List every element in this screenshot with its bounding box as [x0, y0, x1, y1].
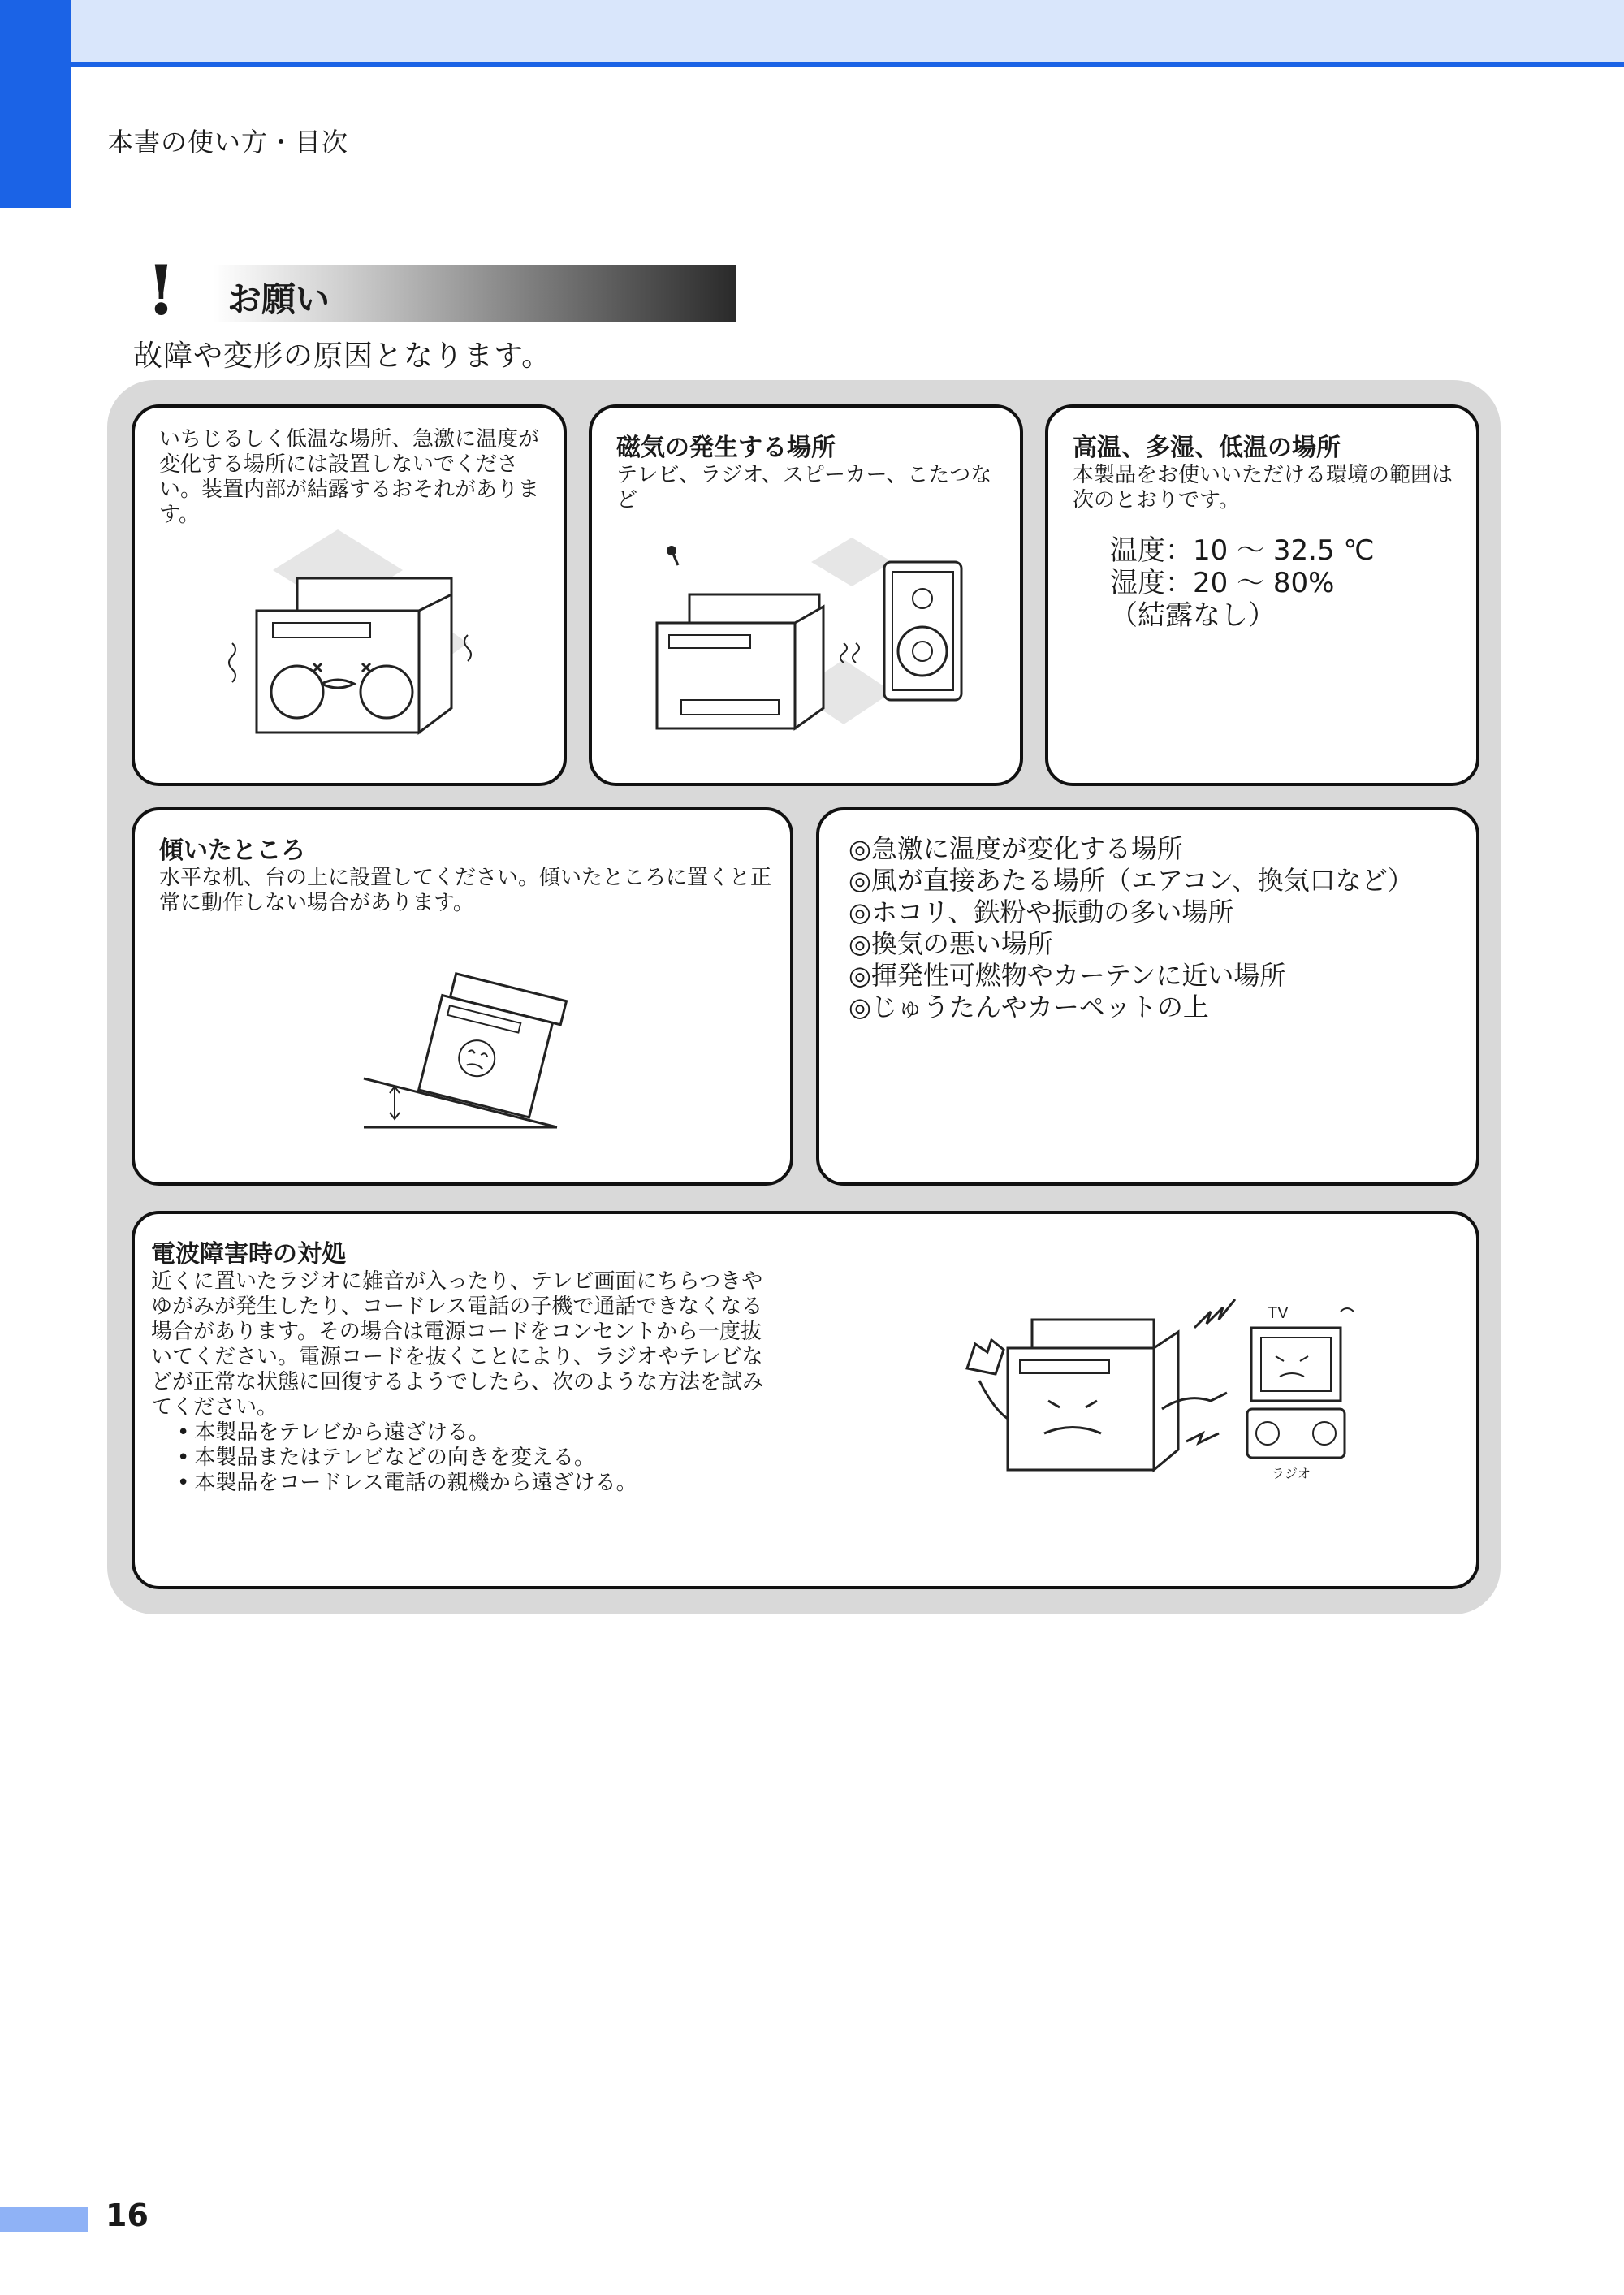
card-unsuitable-places — [816, 807, 1479, 1186]
card-interference-text: 近くに置いたラジオに雑音が入ったり、テレビ画面にちらつきやゆがみが発生したり、コードレス電話の子機で通話できなくなる場合があります。その場合は電源コードをコンセントから一度抜いてください。電源コードを抜くことにより、ラジオやテレビなどが正常な状態に回復するようでしたら、次のような方法を試みてください。 — [151, 1269, 764, 1420]
list-item: ◎じゅうたんやカーペットの上 — [849, 992, 1209, 1022]
header-rule — [0, 62, 1624, 67]
breadcrumb: 本書の使い方・目次 — [107, 127, 349, 158]
list-item: ◎揮発性可燃物やカーテンに近い場所 — [849, 960, 1286, 991]
radio-label: ラジオ — [1272, 1466, 1311, 1481]
unsuitable-places-list — [849, 833, 1414, 1023]
magnetic-printer-speaker-illustration — [649, 529, 990, 765]
notice-title: お願い — [227, 279, 330, 319]
card-cold-location — [132, 404, 567, 786]
condensation-note: （結露なし） — [1110, 599, 1276, 632]
card-tilted-location — [132, 807, 793, 1186]
cold-printer-illustration — [224, 521, 484, 757]
card-interference — [132, 1211, 1479, 1589]
interference-bullets — [177, 1420, 637, 1496]
tv-label: TV — [1268, 1304, 1289, 1322]
chapter-tab — [0, 0, 71, 208]
exclamation-icon: ! — [146, 250, 176, 331]
humidity-range: 湿度：20 ～ 80% — [1110, 567, 1335, 599]
interference-illustration — [943, 1279, 1365, 1498]
page-number: 16 — [106, 2198, 149, 2233]
notice-heading-bar — [213, 265, 736, 322]
bullet-item: • 本製品をコードレス電話の親機から遠ざける。 — [177, 1471, 637, 1496]
list-item: ◎急激に温度が変化する場所 — [849, 833, 1183, 864]
bullet-item: • 本製品またはテレビなどの向きを変える。 — [177, 1446, 637, 1471]
notice-subtitle: 故障や変形の原因となります。 — [133, 339, 552, 373]
card-magnetic-location — [589, 404, 1023, 786]
list-item: ◎ホコリ、鉄粉や振動の多い場所 — [849, 897, 1234, 927]
card-cold-text: いちじるしく低温な場所、急激に温度が変化する場所には設置しないでください。装置内部が結露するおそれがあります。 — [159, 427, 540, 527]
card-magnetic-text: テレビ、ラジオ、スピーカー、こたつなど — [616, 463, 992, 512]
bullet-item: • 本製品をテレビから遠ざける。 — [177, 1420, 637, 1446]
tilted-printer-illustration — [362, 965, 590, 1152]
card-tilted-text: 水平な机、台の上に設置してください。傾いたところに置くと正常に動作しない場合があります。 — [159, 866, 772, 915]
card-environment-text: 本製品をお使いいただける環境の範囲は次のとおりです。 — [1073, 463, 1453, 512]
page-number-tab — [0, 2207, 88, 2232]
list-item: ◎換気の悪い場所 — [849, 928, 1053, 959]
list-item: ◎風が直接あたる場所（エアコン、換気口など） — [849, 865, 1414, 896]
card-tilted-title: 傾いたところ — [159, 836, 305, 865]
header-band — [0, 0, 1624, 65]
temperature-range: 温度：10 ～ 32.5 ℃ — [1110, 534, 1375, 567]
card-environment-title: 高温、多湿、低温の場所 — [1073, 434, 1341, 462]
card-interference-title: 電波障害時の対処 — [151, 1240, 346, 1269]
card-environment-range — [1045, 404, 1479, 786]
card-magnetic-title: 磁気の発生する場所 — [616, 434, 836, 462]
